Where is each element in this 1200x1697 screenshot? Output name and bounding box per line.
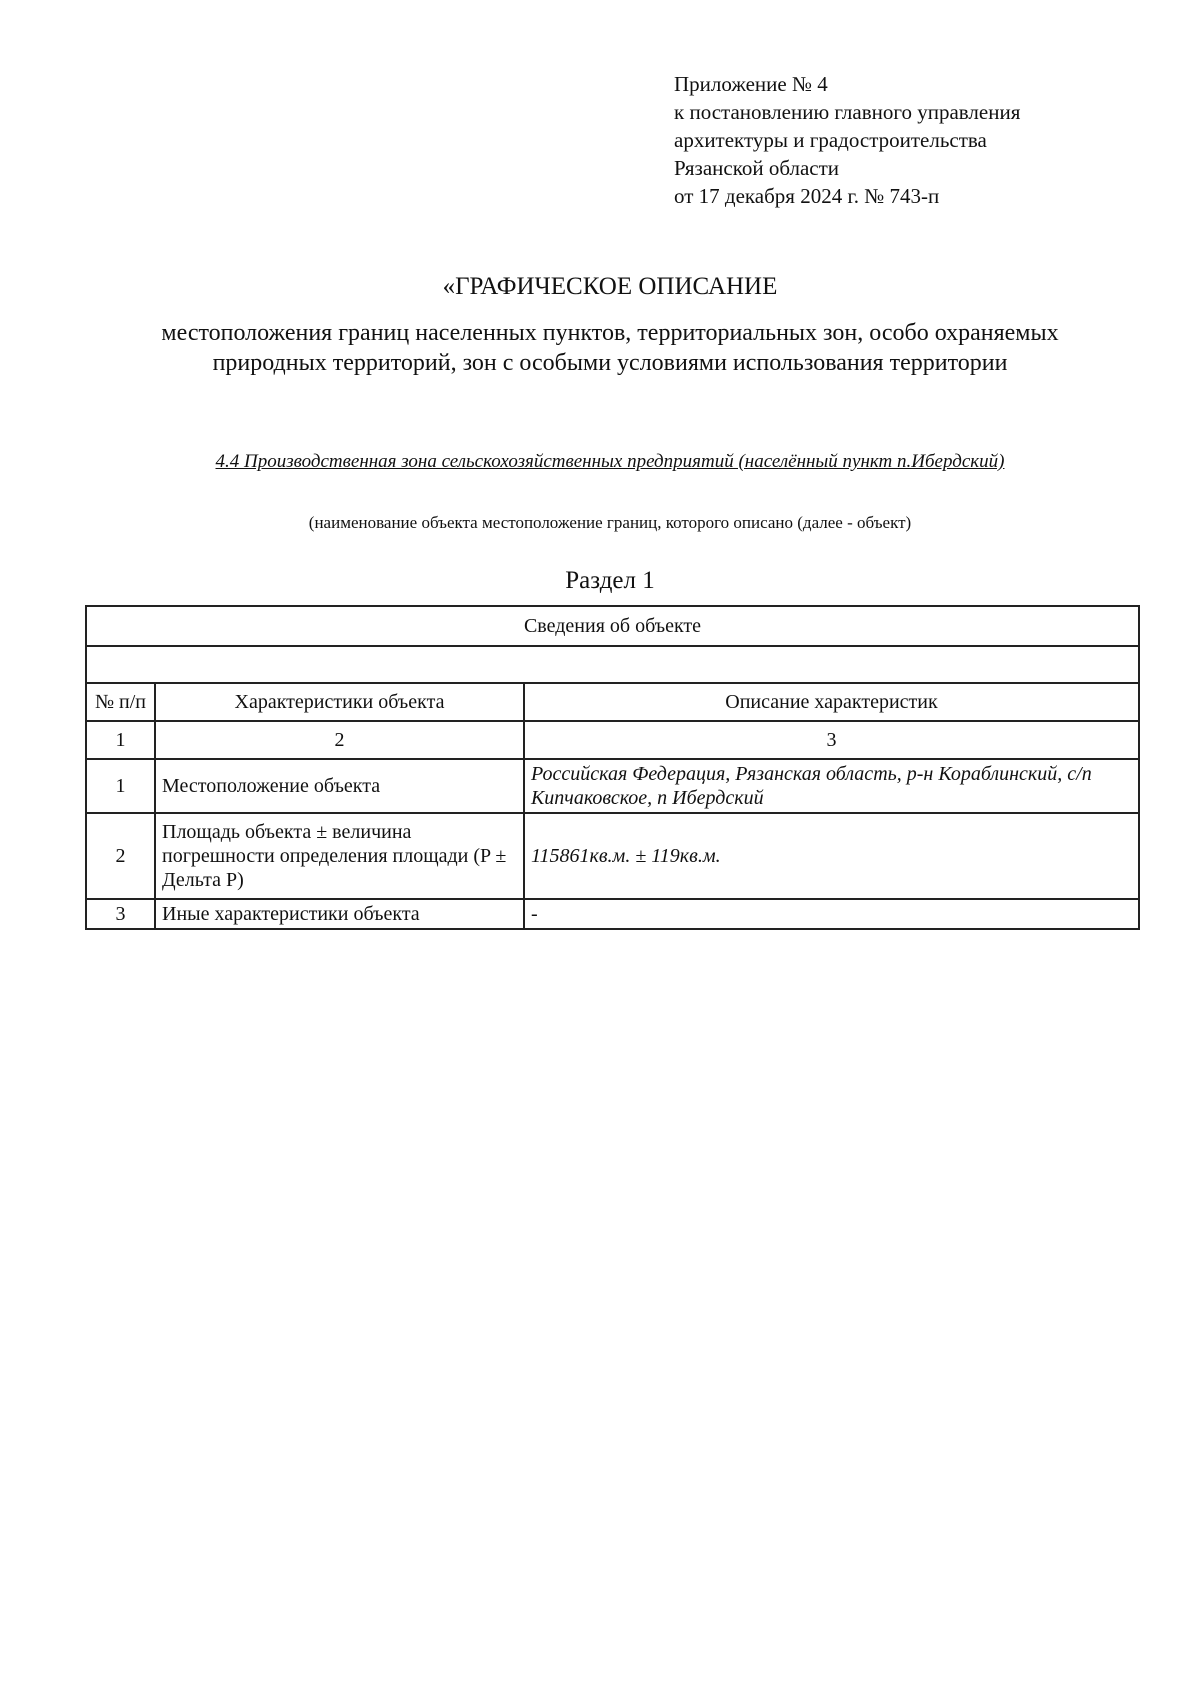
table-row bbox=[86, 759, 1139, 813]
row-description: - bbox=[524, 899, 1139, 929]
section-title: Раздел 1 bbox=[565, 567, 655, 594]
table-index-row bbox=[86, 721, 1139, 759]
row-characteristic: Иные характеристики объекта bbox=[155, 899, 524, 929]
document-title: «ГРАФИЧЕСКОЕ ОПИСАНИЕ bbox=[442, 273, 778, 300]
table-row bbox=[86, 899, 1139, 929]
appendix-resolution-line: к постановлению главного управления bbox=[674, 100, 1021, 124]
row-description: 115861кв.м. ± 119кв.м. bbox=[524, 813, 1139, 899]
table-caption-row bbox=[86, 606, 1139, 646]
table-row bbox=[86, 813, 1139, 899]
row-characteristic: Площадь объекта ± величина погрешности определения площади (P ± Дельта P) bbox=[155, 813, 524, 899]
appendix-number: Приложение № 4 bbox=[674, 72, 828, 96]
row-number: 3 bbox=[86, 899, 155, 929]
appendix-authority-line: архитектуры и градостроительства bbox=[674, 128, 987, 152]
index-cell: 3 bbox=[524, 721, 1139, 759]
appendix-region-line: Рязанской области bbox=[674, 156, 840, 180]
table-header-row bbox=[86, 683, 1139, 721]
document-subtitle: местоположения границ населенных пунктов, территориальных зон, особо охраняемых природных территорий, зон с особыми условиями использования территории bbox=[161, 320, 1059, 376]
object-info-table bbox=[85, 605, 1140, 930]
index-cell: 2 bbox=[155, 721, 524, 759]
header-number: № п/п bbox=[86, 683, 155, 721]
table-empty-cell bbox=[86, 646, 1139, 683]
header-description: Описание характеристик bbox=[524, 683, 1139, 721]
row-number: 2 bbox=[86, 813, 155, 899]
object-name: 4.4 Производственная зона сельскохозяйственных предприятий (населённый пункт п.Ибердский) bbox=[215, 451, 1005, 472]
row-number: 1 bbox=[86, 759, 155, 813]
row-description: Российская Федерация, Рязанская область, р-н Кораблинский, с/п Кипчаковское, п Ибердский bbox=[524, 759, 1139, 813]
index-cell: 1 bbox=[86, 721, 155, 759]
appendix-header bbox=[674, 70, 1020, 210]
header-characteristic: Характеристики объекта bbox=[155, 683, 524, 721]
table-caption: Сведения об объекте bbox=[86, 606, 1139, 646]
row-characteristic: Местоположение объекта bbox=[155, 759, 524, 813]
object-name-hint: (наименование объекта местоположение границ, которого описано (далее - объект) bbox=[308, 513, 912, 532]
appendix-date-line: от 17 декабря 2024 г. № 743-п bbox=[674, 184, 940, 208]
table-empty-row bbox=[86, 646, 1139, 683]
